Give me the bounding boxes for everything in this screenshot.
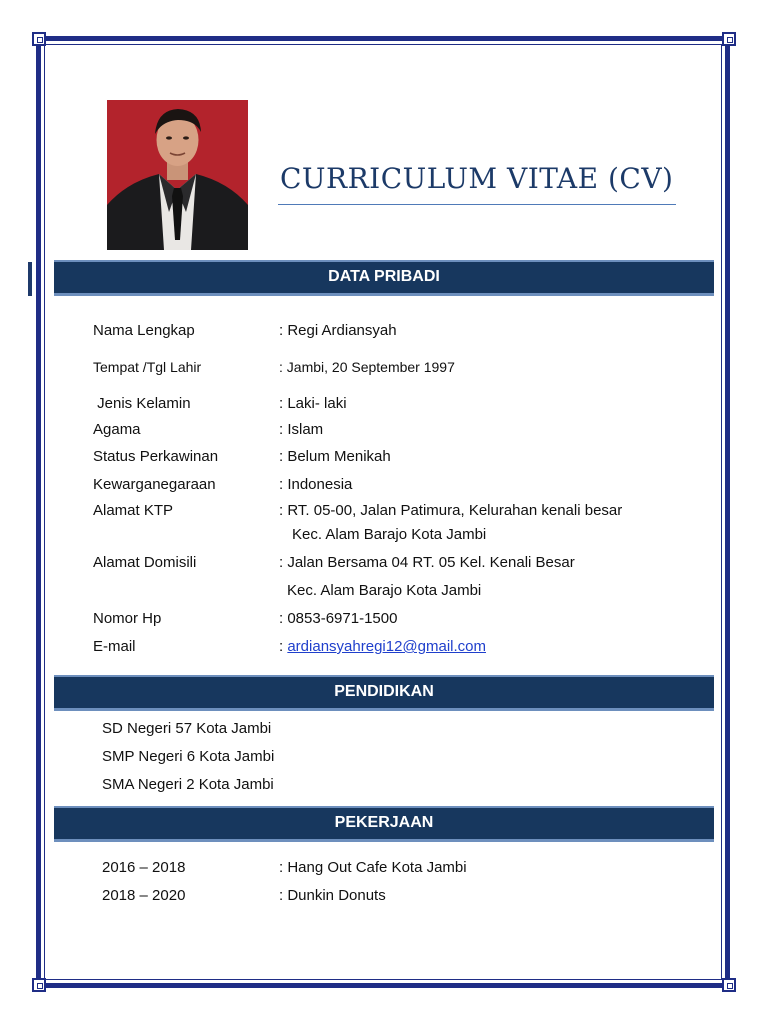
field-label: E-mail [93, 638, 136, 655]
side-marker [28, 262, 32, 296]
profile-photo [107, 100, 248, 250]
field-label: Nomor Hp [93, 610, 162, 627]
field-value: : Regi Ardiansyah [279, 322, 397, 339]
field-label: Tempat /Tgl Lahir [93, 359, 202, 375]
field-value: : Islam [279, 421, 324, 438]
field-label: Agama [93, 421, 141, 438]
education-item: SMP Negeri 6 Kota Jambi [102, 748, 275, 765]
title-underline [278, 204, 676, 205]
field-label: Kewarganegaraan [93, 476, 216, 493]
field-value [279, 638, 486, 655]
corner-ornament-icon [722, 32, 736, 46]
field-value: Kec. Alam Barajo Kota Jambi [287, 582, 482, 599]
field-label: Status Perkawinan [93, 448, 219, 465]
field-value: : 0853-6971-1500 [279, 610, 398, 627]
work-period: 2016 – 2018 [102, 859, 186, 876]
field-value: : Belum Menikah [279, 448, 391, 465]
education-item: SD Negeri 57 Kota Jambi [102, 720, 272, 737]
section-header-education: PENDIDIKAN [54, 675, 714, 711]
field-value: Kec. Alam Barajo Kota Jambi [292, 526, 487, 543]
field-value: : Jambi, 20 September 1997 [279, 359, 455, 375]
work-place: : Dunkin Donuts [279, 887, 386, 904]
field-separator: : [279, 638, 288, 655]
section-header-work: PEKERJAAN [54, 806, 714, 842]
field-value: : RT. 05-00, Jalan Patimura, Kelurahan kenali besar [279, 502, 623, 519]
field-value: : Laki- laki [279, 395, 347, 412]
corner-ornament-icon [32, 32, 46, 46]
field-label: Jenis Kelamin [93, 395, 191, 412]
email-link[interactable]: ardiansyahregi12@gmail.com [287, 638, 486, 655]
section-header-personal: DATA PRIBADI [54, 260, 714, 296]
education-item: SMA Negeri 2 Kota Jambi [102, 776, 274, 793]
field-label: Alamat Domisili [93, 554, 197, 571]
field-label: Alamat KTP [93, 502, 174, 519]
work-period: 2018 – 2020 [102, 887, 186, 904]
page-title: CURRICULUM VITAE (CV) [280, 162, 674, 195]
field-value: : Jalan Bersama 04 RT. 05 Kel. Kenali Besar [279, 554, 575, 571]
corner-ornament-icon [32, 978, 46, 992]
field-label: Nama Lengkap [93, 322, 195, 339]
corner-ornament-icon [722, 978, 736, 992]
work-place: : Hang Out Cafe Kota Jambi [279, 859, 467, 876]
field-value: : Indonesia [279, 476, 353, 493]
